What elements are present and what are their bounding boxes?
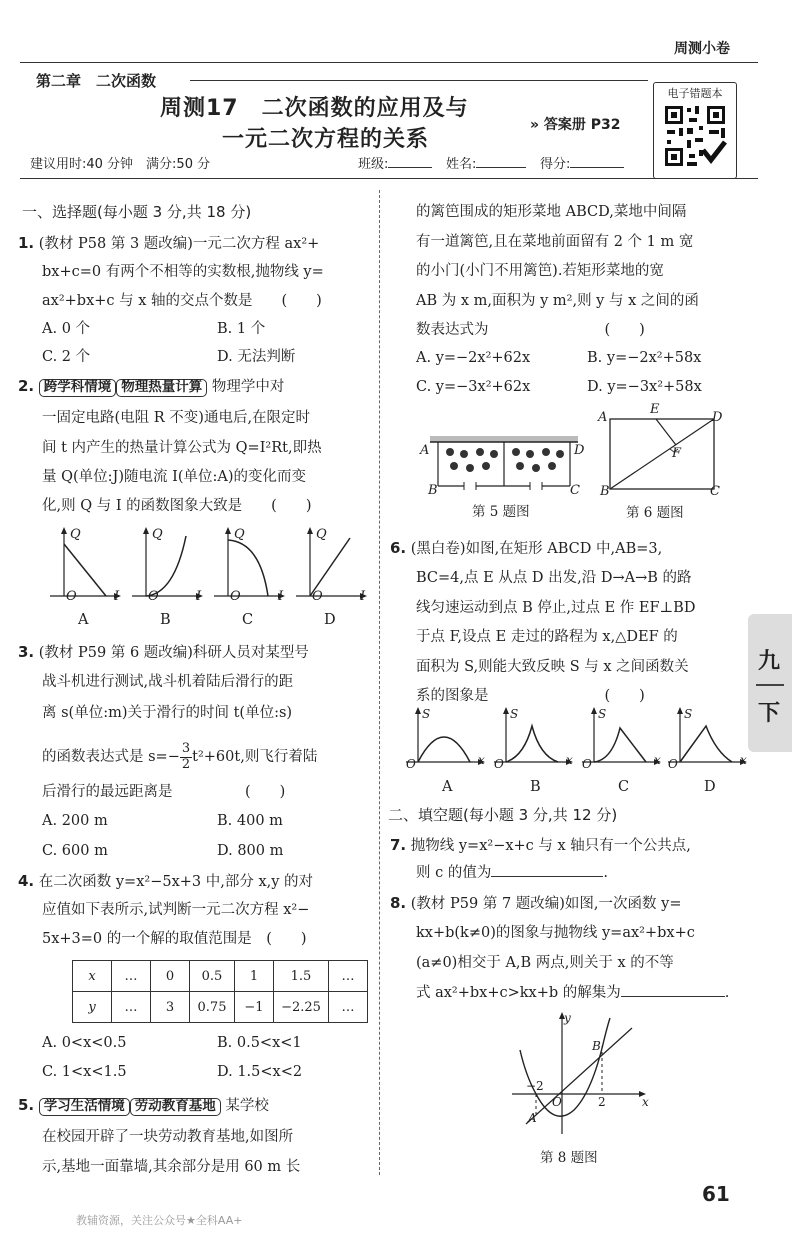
q3-line2: 战斗机进行测试,战斗机着陆后滑行的距 bbox=[42, 674, 294, 690]
q2-graph-a-ylabel: Q bbox=[70, 527, 81, 542]
page-title-line2: 一元二次方程的关系 bbox=[222, 127, 430, 152]
fig6-caption: 第 6 题图 bbox=[626, 505, 684, 521]
q4-line2: 应值如下表所示,试判断一元二次方程 x²− bbox=[42, 902, 310, 918]
table-cell: y bbox=[73, 992, 112, 1023]
q4-option-c[interactable]: C. 1<x<1.5 bbox=[42, 1064, 127, 1080]
q2-graph-c-ylabel: Q bbox=[234, 527, 245, 542]
table-cell: … bbox=[329, 992, 368, 1023]
q5-option-d[interactable]: D. y=−3x²+58x bbox=[587, 379, 702, 395]
page-number: 61 bbox=[702, 1182, 730, 1206]
q8-line2: kx+b(k≠0)的图象与抛物线 y=ax²+bx+c bbox=[416, 925, 695, 941]
q2-tag-physics: 物理热量计算 bbox=[116, 379, 207, 397]
q2-number: 2. bbox=[18, 377, 35, 395]
fig6-pt-a: A bbox=[598, 410, 608, 425]
q6-line1: (黑白卷)如图,在矩形 ABCD 中,AB=3, bbox=[410, 541, 663, 557]
q2-graph-a-xlabel: I bbox=[114, 589, 120, 604]
q4-option-a[interactable]: A. 0<x<0.5 bbox=[42, 1035, 127, 1051]
fig8 bbox=[506, 1010, 656, 1170]
q7-number: 7. bbox=[390, 836, 407, 854]
q6-graph-b-xlabel: x bbox=[566, 753, 573, 767]
q3-option-d[interactable]: D. 800 m bbox=[217, 843, 284, 859]
q3-fraction bbox=[180, 742, 192, 773]
fig8-caption: 第 8 题图 bbox=[540, 1150, 598, 1166]
q5-number: 5. bbox=[18, 1096, 35, 1114]
q6-line3: 线匀速运动到点 B 停止,过点 E 作 EF⊥BD bbox=[416, 600, 696, 616]
fig8-pt-b: B bbox=[592, 1039, 601, 1053]
q5-tag-labor: 劳动教育基地 bbox=[130, 1098, 221, 1116]
q7-line1: 抛物线 y=x²−x+c 与 x 轴只有一个公共点, bbox=[410, 838, 691, 854]
q6-line2: BC=4,点 E 从点 D 出发,沿 D→A→B 的路 bbox=[416, 570, 692, 586]
q8-number: 8. bbox=[390, 894, 407, 912]
q4-value-table bbox=[72, 960, 368, 1023]
fig6-pt-b: B bbox=[600, 484, 610, 499]
q2-graph-d-plot bbox=[288, 524, 368, 604]
q6-line5: 面积为 S,则能大致反映 S 与 x 之间函数关 bbox=[416, 659, 689, 675]
footer-watermark: 教辅资源，关注公众号★全科AA+ bbox=[76, 1214, 243, 1227]
header-top-right: 周测小卷 bbox=[674, 41, 730, 57]
q8-line3: (a≠0)相交于 A,B 两点,则关于 x 的不等 bbox=[416, 955, 674, 971]
q6-graph-a-label: A bbox=[442, 779, 453, 795]
section1-title: 一、选择题(每小题 3 分,共 18 分) bbox=[22, 203, 252, 221]
q2-graph-b-label: B bbox=[160, 612, 171, 628]
table-cell: 3 bbox=[151, 992, 190, 1023]
q3-frac-num: 3 bbox=[181, 741, 191, 756]
q5-option-b[interactable]: B. y=−2x²+58x bbox=[587, 350, 702, 366]
q5-option-a[interactable]: A. y=−2x²+62x bbox=[416, 350, 531, 366]
q2-graph-a-label: A bbox=[78, 612, 89, 628]
q5-option-c[interactable]: C. y=−3x²+62x bbox=[416, 379, 531, 395]
fig8-two: 2 bbox=[598, 1095, 606, 1109]
fig5 bbox=[420, 432, 585, 522]
q3-option-b[interactable]: B. 400 m bbox=[217, 813, 283, 829]
q7 bbox=[390, 838, 691, 854]
q3-line4-a: 的函数表达式是 s=− bbox=[42, 749, 180, 766]
q6-graph-d-label: D bbox=[704, 779, 716, 795]
q5 bbox=[18, 1098, 269, 1116]
q6-graph-d-ylabel: S bbox=[684, 707, 693, 721]
q2-graph-c-plot bbox=[206, 524, 286, 604]
q6-line6: 系的图象是 ( ) bbox=[416, 688, 645, 704]
q5-line1-tail: 某学校 bbox=[225, 1098, 269, 1114]
score-field bbox=[540, 158, 624, 171]
q8 bbox=[390, 896, 682, 912]
q6-graph-a-ylabel: S bbox=[422, 707, 431, 721]
fig6-pt-e: E bbox=[650, 402, 660, 417]
fig6-diagram bbox=[600, 403, 723, 495]
q3-line4 bbox=[42, 742, 317, 773]
q3-option-c[interactable]: C. 600 m bbox=[42, 843, 108, 859]
q2-graph-b-ylabel: Q bbox=[152, 527, 163, 542]
q4-row-x bbox=[73, 961, 368, 992]
table-cell: −1 bbox=[235, 992, 274, 1023]
q5-r1: 的篱笆围成的矩形菜地 ABCD,菜地中间隔 bbox=[416, 204, 687, 220]
score-label: 得分: bbox=[540, 157, 571, 172]
table-cell: 1 bbox=[235, 961, 274, 992]
q2-tag-interdisciplinary: 跨学科情境 bbox=[39, 379, 117, 397]
q3-frac-den: 2 bbox=[181, 756, 191, 772]
q3-line3: 离 s(单位:m)关于滑行的时间 t(单位:s) bbox=[42, 705, 293, 721]
table-cell: 0 bbox=[151, 961, 190, 992]
fig5-pt-a: A bbox=[420, 443, 430, 458]
q1-option-d[interactable]: D. 无法判断 bbox=[217, 349, 296, 365]
table-cell: … bbox=[329, 961, 368, 992]
q5-r5: 数表达式为 ( ) bbox=[416, 322, 645, 338]
table-cell: … bbox=[112, 992, 151, 1023]
q6-line4: 于点 F,设点 E 走过的路程为 x,△DEF 的 bbox=[416, 629, 678, 645]
q6-graph-b-ylabel: S bbox=[510, 707, 519, 721]
class-label: 班级: bbox=[358, 157, 389, 172]
fig5-pt-c: C bbox=[570, 483, 580, 498]
side-tab-top: 九 bbox=[758, 649, 781, 674]
q6-graph-a-origin: O bbox=[406, 757, 416, 771]
q3-number: 3. bbox=[18, 643, 35, 661]
table-cell: 1.5 bbox=[274, 961, 329, 992]
q1-line1: (教材 P58 第 3 题改编)一元二次方程 ax²+ bbox=[38, 236, 320, 252]
q2-graph-d[interactable] bbox=[288, 524, 368, 628]
q4 bbox=[18, 874, 313, 890]
column-divider bbox=[379, 190, 380, 1175]
q5-r2: 有一道篱笆,且在菜地前面留有 2 个 1 m 宽 bbox=[416, 234, 694, 250]
answer-ref-text: 答案册 P32 bbox=[543, 117, 621, 133]
fig5-pt-b: B bbox=[428, 483, 438, 498]
q2-graph-b-plot bbox=[124, 524, 204, 604]
fig6 bbox=[598, 402, 723, 523]
q5-r4: AB 为 x m,面积为 y m²,则 y 与 x 之间的函 bbox=[416, 293, 699, 309]
q6-graph-d[interactable] bbox=[664, 706, 748, 795]
q2-line4: 量 Q(单位:J)随电流 I(单位:A)的变化而变 bbox=[42, 469, 307, 485]
name-field bbox=[446, 158, 526, 171]
q6-graph-c-origin: O bbox=[582, 757, 592, 771]
fig6-pt-c: C bbox=[710, 484, 720, 499]
q6-graph-d-xlabel: x bbox=[740, 753, 747, 767]
fig8-xlabel: x bbox=[642, 1095, 649, 1109]
q6-graph-d-origin: O bbox=[668, 757, 678, 771]
q2-graph-c[interactable] bbox=[206, 524, 286, 628]
q1 bbox=[18, 236, 319, 252]
q8-line4: 式 ax²+bx+c>kx+b 的解集为 . bbox=[416, 985, 730, 1001]
q3 bbox=[18, 645, 309, 661]
chapter-rule bbox=[190, 80, 648, 81]
q4-line1: 在二次函数 y=x²−5x+3 中,部分 x,y 的对 bbox=[38, 874, 314, 890]
fig8-pt-a: A bbox=[528, 1111, 537, 1125]
q8-line1: (教材 P59 第 7 题改编)如图,一次函数 y= bbox=[410, 896, 682, 912]
q6 bbox=[390, 541, 662, 557]
q8-answer-blank[interactable] bbox=[621, 996, 725, 997]
q2-graph-d-origin: O bbox=[312, 589, 323, 604]
q2-graph-c-label: C bbox=[242, 612, 254, 628]
q4-line3: 5x+3=0 的一个解的取值范围是 ( ) bbox=[42, 931, 307, 947]
q5-tag-life: 学习生活情境 bbox=[39, 1098, 130, 1116]
header-top-rule bbox=[20, 62, 758, 63]
q1-line2: bx+c=0 有两个不相等的实数根,抛物线 y= bbox=[42, 264, 324, 280]
table-cell: −2.25 bbox=[274, 992, 329, 1023]
fig8-neg2: −2 bbox=[526, 1079, 544, 1093]
q3-line5: 后滑行的最远距离是 ( ) bbox=[42, 784, 286, 800]
class-field bbox=[358, 158, 432, 171]
q2 bbox=[18, 379, 284, 397]
table-cell: 0.5 bbox=[190, 961, 235, 992]
q2-line1-tail: 物理学中对 bbox=[211, 379, 285, 395]
q6-graph-b-origin: O bbox=[494, 757, 504, 771]
chapter-label: 第二章 二次函数 bbox=[36, 72, 157, 90]
q2-graph-b-xlabel: I bbox=[196, 589, 202, 604]
q2-graph-b[interactable] bbox=[124, 524, 204, 628]
meta-left: 建议用时:40 分钟 满分:50 分 bbox=[30, 157, 211, 172]
table-cell: x bbox=[73, 961, 112, 992]
q5-line2: 在校园开辟了一块劳动教育基地,如图所 bbox=[42, 1129, 294, 1145]
q8-line4-text: 式 ax²+bx+c>kx+b 的解集为 bbox=[416, 985, 621, 1001]
q3-line4-b: t²+60t,则飞行着陆 bbox=[192, 749, 318, 766]
fig8-origin: O bbox=[552, 1095, 562, 1109]
q6-graph-b[interactable] bbox=[490, 706, 574, 795]
q1-option-b[interactable]: B. 1 个 bbox=[217, 321, 266, 337]
name-label: 姓名: bbox=[446, 157, 477, 172]
q2-graph-b-origin: O bbox=[148, 589, 159, 604]
answer-ref bbox=[530, 114, 621, 134]
fig8-ylabel: y bbox=[564, 1011, 571, 1025]
q1-number: 1. bbox=[18, 234, 35, 252]
qr-label: 电子错题本 bbox=[667, 87, 723, 100]
q7-line2: 则 c 的值为 . bbox=[416, 865, 608, 881]
q4-option-b[interactable]: B. 0.5<x<1 bbox=[217, 1035, 302, 1051]
page-title-line1: 周测17 二次函数的应用及与 bbox=[160, 96, 469, 121]
qr-box bbox=[653, 82, 737, 179]
fig5-caption: 第 5 题图 bbox=[472, 504, 530, 520]
double-chevron-icon: » bbox=[530, 117, 540, 133]
q6-graph-c-xlabel: x bbox=[654, 753, 661, 767]
q6-graph-c-label: C bbox=[618, 779, 630, 795]
table-cell: … bbox=[112, 961, 151, 992]
q2-graph-c-xlabel: I bbox=[278, 589, 284, 604]
q2-graph-a-plot bbox=[42, 524, 122, 604]
q7-answer-blank[interactable] bbox=[491, 876, 603, 877]
section2-title: 二、填空题(每小题 3 分,共 12 分) bbox=[388, 806, 618, 824]
header-bottom-rule bbox=[20, 178, 758, 179]
q1-line3: ax²+bx+c 与 x 轴的交点个数是 ( ) bbox=[42, 293, 322, 309]
fig5-diagram bbox=[424, 432, 584, 494]
q4-option-d[interactable]: D. 1.5<x<2 bbox=[217, 1064, 303, 1080]
q2-graph-d-ylabel: Q bbox=[316, 527, 327, 542]
table-cell: 0.75 bbox=[190, 992, 235, 1023]
q5-line3: 示,基地一面靠墙,其余部分是用 60 m 长 bbox=[42, 1159, 301, 1175]
q4-number: 4. bbox=[18, 872, 35, 890]
q1-option-c[interactable]: C. 2 个 bbox=[42, 349, 91, 365]
q6-graph-b-label: B bbox=[530, 779, 541, 795]
side-tab-bottom: 下 bbox=[758, 701, 781, 726]
grade-side-tab[interactable] bbox=[748, 614, 792, 752]
q2-graph-d-label: D bbox=[324, 612, 336, 628]
q6-graph-a[interactable] bbox=[402, 706, 486, 795]
q1-option-a[interactable]: A. 0 个 bbox=[42, 321, 91, 337]
fig5-pt-d: D bbox=[574, 443, 585, 458]
q2-graph-d-xlabel: I bbox=[360, 589, 366, 604]
q3-line1: (教材 P59 第 6 题改编)科研人员对某型号 bbox=[38, 645, 309, 661]
fig6-pt-f: F bbox=[672, 446, 682, 461]
q3-option-a[interactable]: A. 200 m bbox=[42, 813, 108, 829]
q2-graph-c-origin: O bbox=[230, 589, 241, 604]
q2-line3: 间 t 内产生的热量计算公式为 Q=I²Rt,即热 bbox=[42, 440, 322, 456]
q2-line5: 化,则 Q 与 I 的函数图象大致是 ( ) bbox=[42, 498, 312, 514]
q6-graph-c[interactable] bbox=[578, 706, 662, 795]
q5-r3: 的小门(小门不用篱笆).若矩形菜地的宽 bbox=[416, 263, 664, 279]
q7-line2-text: 则 c 的值为 bbox=[416, 865, 492, 881]
q6-graph-a-xlabel: x bbox=[478, 753, 485, 767]
q6-number: 6. bbox=[390, 539, 407, 557]
q6-graph-c-ylabel: S bbox=[598, 707, 607, 721]
q4-row-y bbox=[73, 992, 368, 1023]
side-tab-divider bbox=[756, 684, 784, 686]
fig6-pt-d: D bbox=[712, 410, 723, 425]
qr-code-icon[interactable] bbox=[663, 104, 727, 168]
q2-graph-a-origin: O bbox=[66, 589, 77, 604]
q2-line2: 一固定电路(电阻 R 不变)通电后,在限定时 bbox=[42, 410, 311, 426]
q2-graph-a[interactable] bbox=[42, 524, 122, 628]
